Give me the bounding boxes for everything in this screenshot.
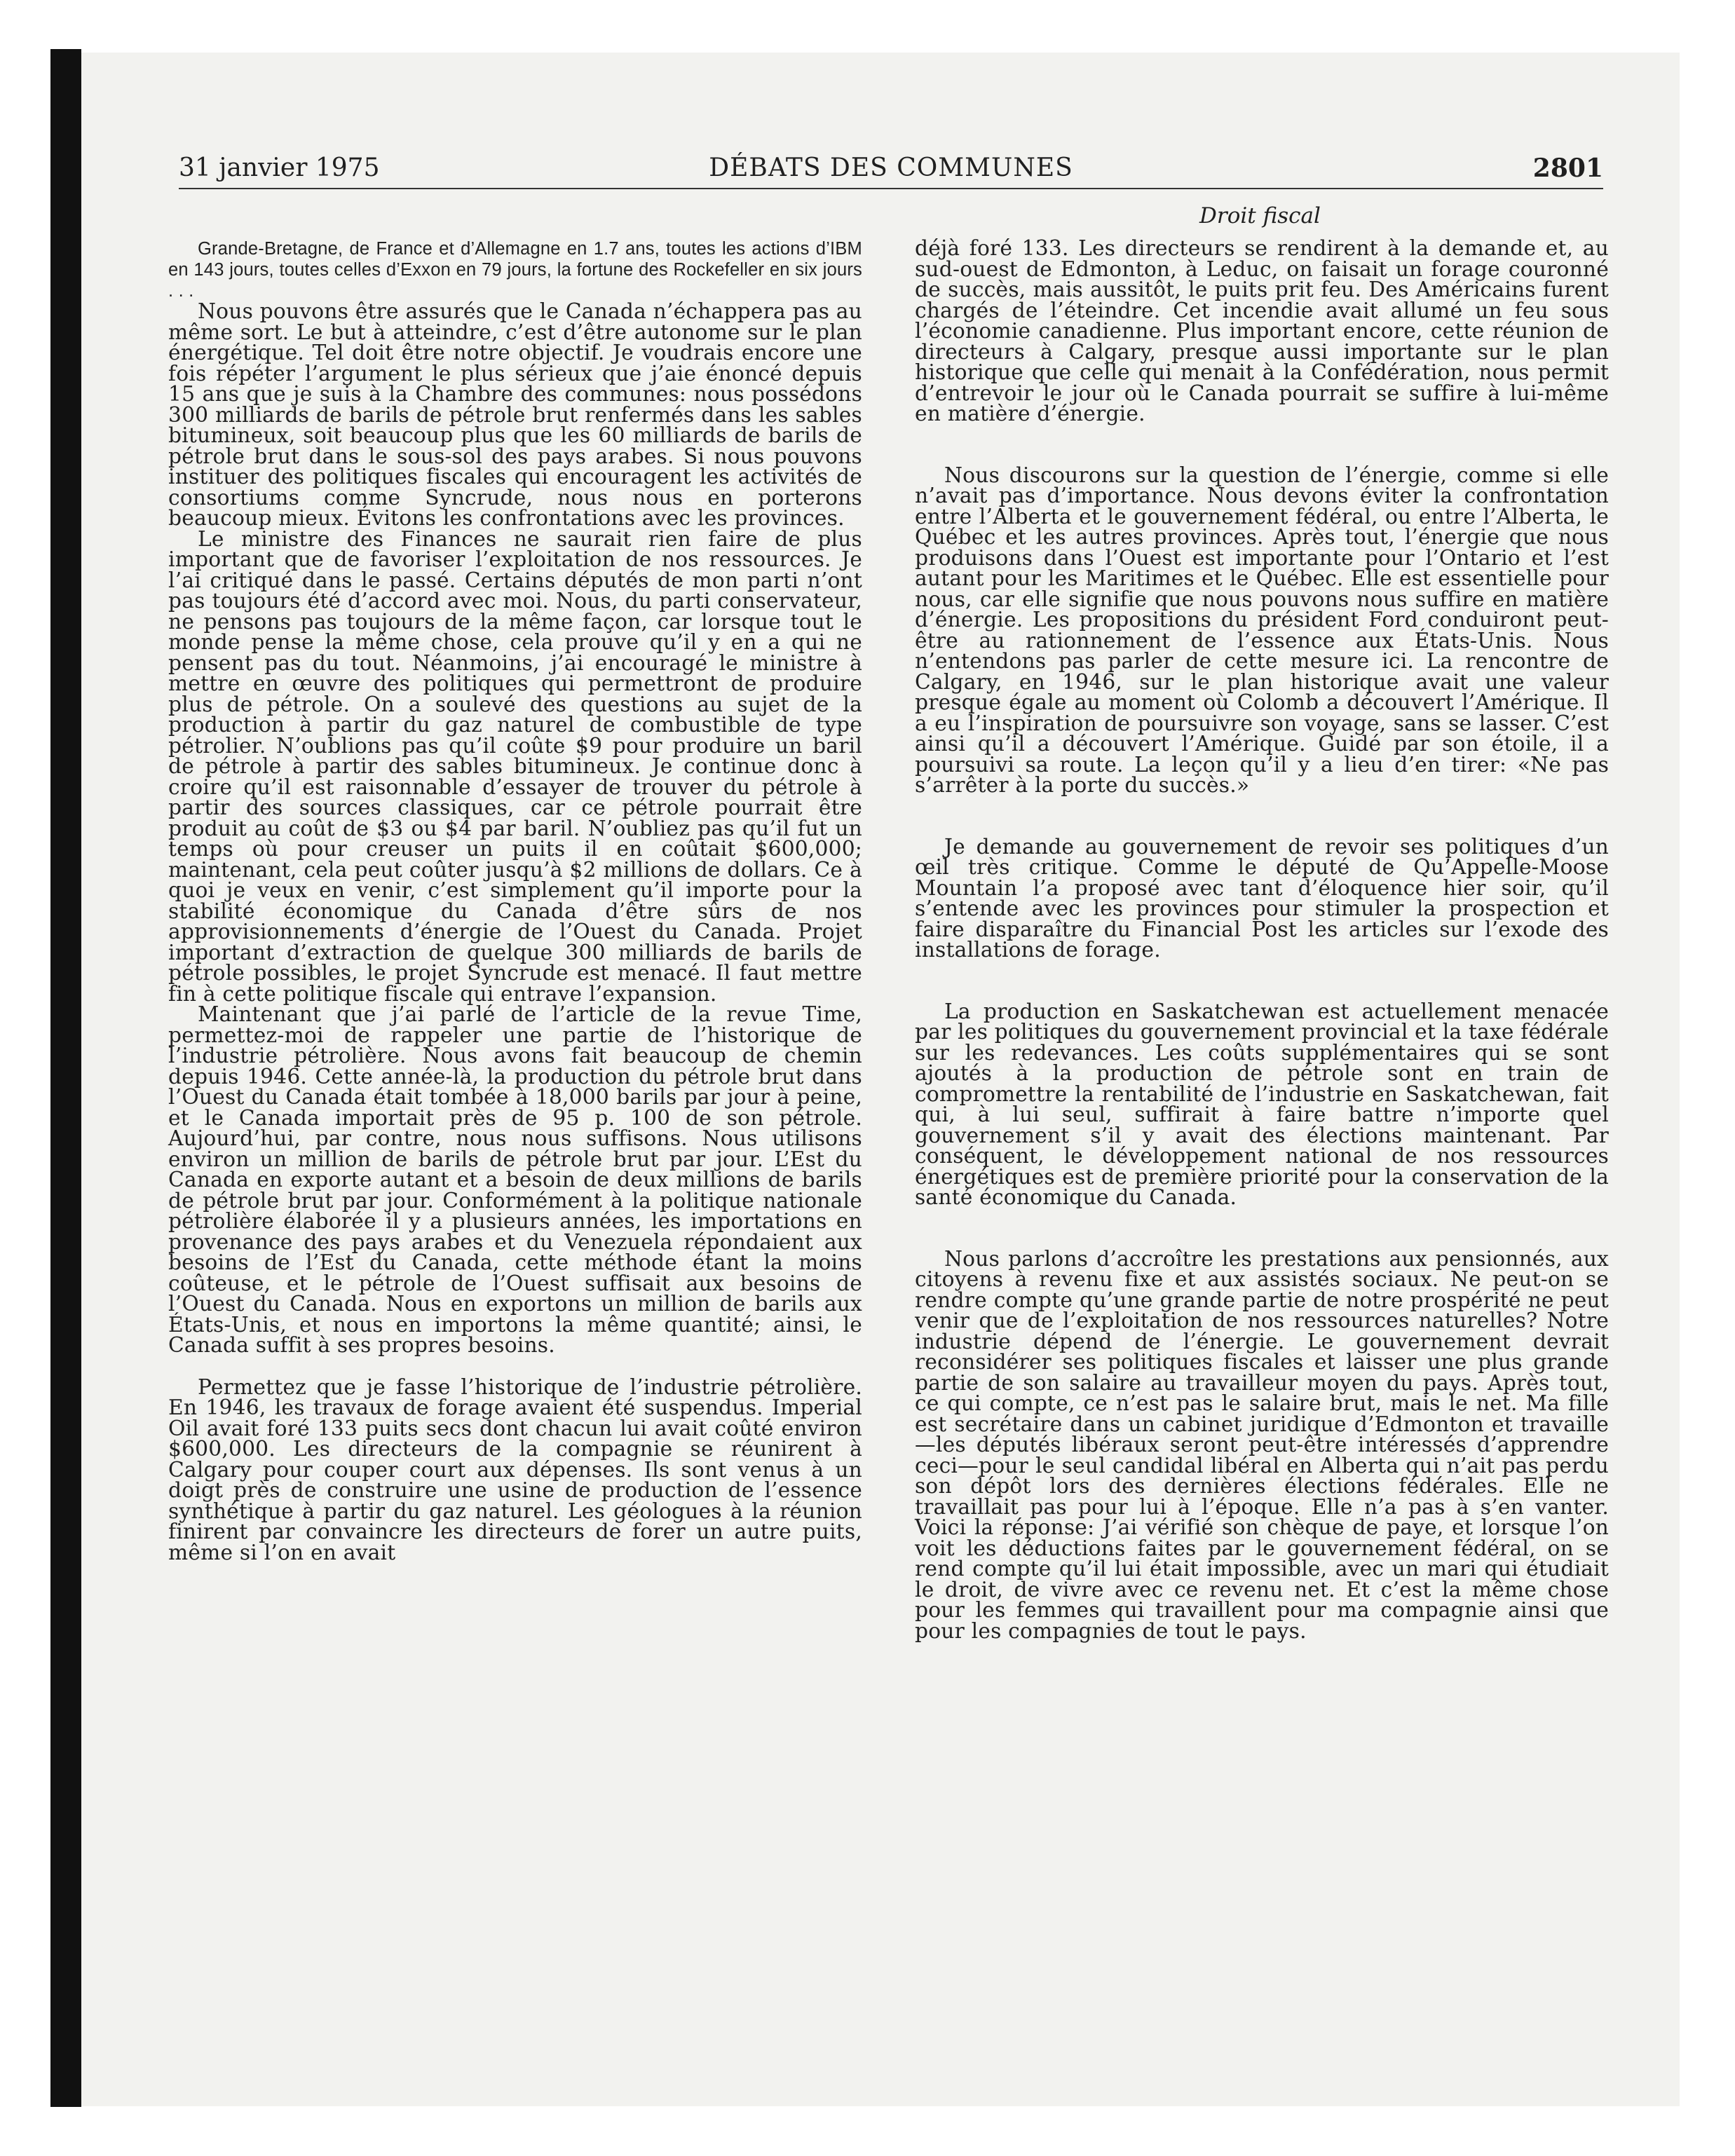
paragraph: Permettez que je fasse l’historique de l’industrie pétrolière. En 1946, les travaux de forage avaient été suspendus. Imperial Oil avait foré 133 puits secs dont chacun lui avait coûté environ $600,000. Les directeurs de la compagnie se réunirent à Calgary pour couper court aux dépenses. Ils sont venus à un doigt près de construire une usine de production de l’essence synthétique à partir du gaz naturel. Les géologues à la réunion finirent par convaincre les directeurs de forer un autre puits, même si l’on en avait: [168, 1374, 862, 1565]
running-head: Droit fiscal: [1199, 203, 1321, 228]
header-page-number: 2801: [1532, 153, 1603, 183]
paragraph: Nous pouvons être assurés que le Canada n’échappera pas au même sort. Le but à atteindre, c’est d’être autonome sur le plan énergétique. Tel doit être notre objectif. Je voudrais encore une fois répéter l’argument le plus sérieux que j’aie énoncé depuis 15 ans que je suis à la Chambre des communes: nous possédons 300 milliards de barils de pétrole brut renfermés dans les sables bitumineux, soit beaucoup plus que les 60 milliards de barils de pétrole brut dans le sous-sol des pays arabes. Si nous pouvons instituer des politiques fiscales qui encouragent les activités de consortiums comme Syncrude, nous nous en porterons beaucoup mieux. Évitons les confrontations avec les provinces.: [168, 299, 862, 531]
quoted-text: Grande-Bretagne, de France et d’Allemagne en 1.7 ans, toutes les actions d’IBM en 143 jours, toutes celles d’Exxon en 79 jours, la fortune des Rockefeller en six jours . . .: [168, 239, 862, 301]
paragraph: Le ministre des Finances ne saurait rien faire de plus important que de favoriser l’exploitation de nos ressources. Je l’ai critiqué dans le passé. Certains députés de mon parti n’ont pas toujours été d’accord avec moi. Nous, du parti conservateur, ne pensons pas toujours de la même façon, car lorsque tout le monde pense la même chose, cela prouve qu’il y en a qui ne pensent pas du tout. Néanmoins, j’ai encouragé le ministre à mettre en œuvre des politiques qui permettront de produire plus de pétrole. On a soulevé des questions au sujet de la production à partir du gaz naturel de combustible de type pétrolier. N’oublions pas qu’il coûte $9 pour produire un baril de pétrole à partir des sables bitumineux. Je continue donc à croire qu’il est raisonnable d’essayer de trouver du pétrole à partir des sources classiques, car ce pétrole pourrait être produit au coût de $3 ou $4 par baril. N’oubliez pas qu’il fut un temps où pour creuser un puits il en coûtait $600,000; maintenant, cela peut coûter jusqu’à $2 millions de dollars. Ce à quoi je veux en venir, c’est simplement qu’il importe pour la stabilité économique du Canada d’être sûrs de nos approvisionnements d’énergie de l’Ouest du Canada. Projet important d’extraction de quelque 300 milliards de barils de pétrole possibles, le projet Syncrude est menacé. Il faut mettre fin à cette politique fiscale qui entrave l’expansion.: [168, 526, 862, 1007]
left-column: [168, 238, 862, 1563]
paragraph: Nous discourons sur la question de l’énergie, comme si elle n’avait pas d’importance. Nous devons éviter la confrontation entre l’Alberta et le gouvernement fédéral, ou entre l’Alberta, le Québec et les autres provinces. Après tout, l’énergie que nous produisons dans l’Ouest est importante pour l’Ontario et l’est autant pour les Maritimes et le Québec. Elle est essentielle pour nous, car elle signifie que nous pouvons nous suffire en matière d’énergie. Les propositions du président Ford conduiront peut-être au rationnement de l’essence aux États-Unis. Nous n’entendons pas parler de cette mesure ici. La rencontre de Calgary, en 1946, sur le plan historique avait une valeur presque égale au moment où Colomb a découvert l’Amérique. Il a eu l’inspiration de poursuivre son voyage, sans se lasser. C’est ainsi qu’il a découvert l’Amérique. Guidé par son étoile, il a poursuivi sa route. La leçon qu’il y a lieu d’en tirer: «Ne pas s’arrêter à la porte du succès.»: [915, 463, 1609, 798]
scan-edge: [50, 49, 81, 2107]
page-header: [179, 149, 1603, 189]
header-date: 31 janvier 1975: [179, 153, 380, 182]
right-column: [915, 238, 1609, 1642]
header-publication: DÉBATS DES COMMUNES: [709, 153, 1073, 182]
paragraph: Maintenant que j’ai parlé de l’article de la revue Time, permettez-moi de rappeler une partie de l’historique de l’industrie pétrolière. Nous avons fait beaucoup de chemin depuis 1946. Cette année-là, la production du pétrole brut dans l’Ouest du Canada était tombée à 18,000 barils par jour à peine, et le Canada importait près de 95 p. 100 de son pétrole. Aujourd’hui, par contre, nous nous suffisons. Nous utilisons environ un million de barils de pétrole brut par jour. L’Est du Canada en exporte autant et a besoin de deux millions de barils de pétrole brut par jour. Conformément à la politique nationale pétrolière élaborée il y a plusieurs années, les importations en provenance des pays arabes et du Venezuela répondaient aux besoins de l’Est du Canada, cette méthode étant la moins coûteuse, et le pétrole de l’Ouest suffisait aux besoins de l’Ouest du Canada. Nous en exportons un million de barils aux États-Unis, et nous en importons la même quantité; ainsi, le Canada suffit à ses propres besoins.: [168, 1002, 862, 1358]
paragraph: Je demande au gouvernement de revoir ses politiques d’un œil très critique. Comme le député de Qu’Appelle-Moose Mountain l’a proposé avec tant d’éloquence hier soir, qu’il s’entende avec les provinces pour stimuler la prospection et faire disparaître du Financial Post les articles sur l’exode des installations de forage.: [915, 834, 1609, 962]
paragraph: La production en Saskatchewan est actuellement menacée par les politiques du gouvernement provincial et la taxe fédérale sur les redevances. Les coûts supplémentaires qui se sont ajoutés à la production de pétrole sont en train de compromettre la rentabilité de l’industrie en Saskatchewan, fait qui, à lui seul, suffirait à faire battre n’importe quel gouvernement s’il y avait des élections maintenant. Par conséquent, le développement national de nos ressources énergétiques est de première priorité pour la conservation de la santé économique du Canada.: [915, 999, 1609, 1210]
paragraph: déjà foré 133. Les directeurs se rendirent à la demande et, au sud-ouest de Edmonton, à Leduc, on faisait un forage couronné de succès, mais aussitôt, le puits prit feu. Des Américains furent chargés de l’éteindre. Cet incendie avait allumé un feu sous l’économie canadienne. Plus important encore, cette réunion de directeurs à Calgary, presque aussi importante sur le plan historique que celle qui menait à la Confédération, nous permit d’entrevoir le jour où le Canada pourrait se suffire à lui-même en matière d’énergie.: [915, 236, 1609, 426]
paragraph: Nous parlons d’accroître les prestations aux pensionnés, aux citoyens à revenu fixe et aux assistés sociaux. Ne peut-on se rendre compte qu’une grande partie de notre prospérité ne peut venir que de l’exploitation de nos ressources naturelles? Notre industrie dépend de l’énergie. Le gouvernement devrait reconsidérer ses politiques fiscales et laisser une plus grande partie de son salaire au travailleur moyen du pays. Après tout, ce qui compte, ce n’est pas le salaire brut, mais le net. Ma fille est secrétaire dans un cabinet juridique d’Edmonton et travaille—les députés libéraux seront peut-être intéressés d’apprendre ceci—pour le seul candidal libéral en Alberta qui n’ait pas perdu son dépôt lors des dernières élections fédérales. Elle ne travaillait pas pour lui à l’époque. Elle n’a pas à s’en vanter. Voici la réponse: J’ai vérifié son chèque de paye, et lorsque l’on voit les déductions faites par le gouvernement fédéral, on se rend compte qu’il lui était impossible, avec un mari qui étudiait le droit, de vivre avec ce revenu net. Et c’est la même chose pour les femmes qui travaillent pour ma compagnie ainsi que pour les compagnies de tout le pays.: [915, 1246, 1609, 1644]
